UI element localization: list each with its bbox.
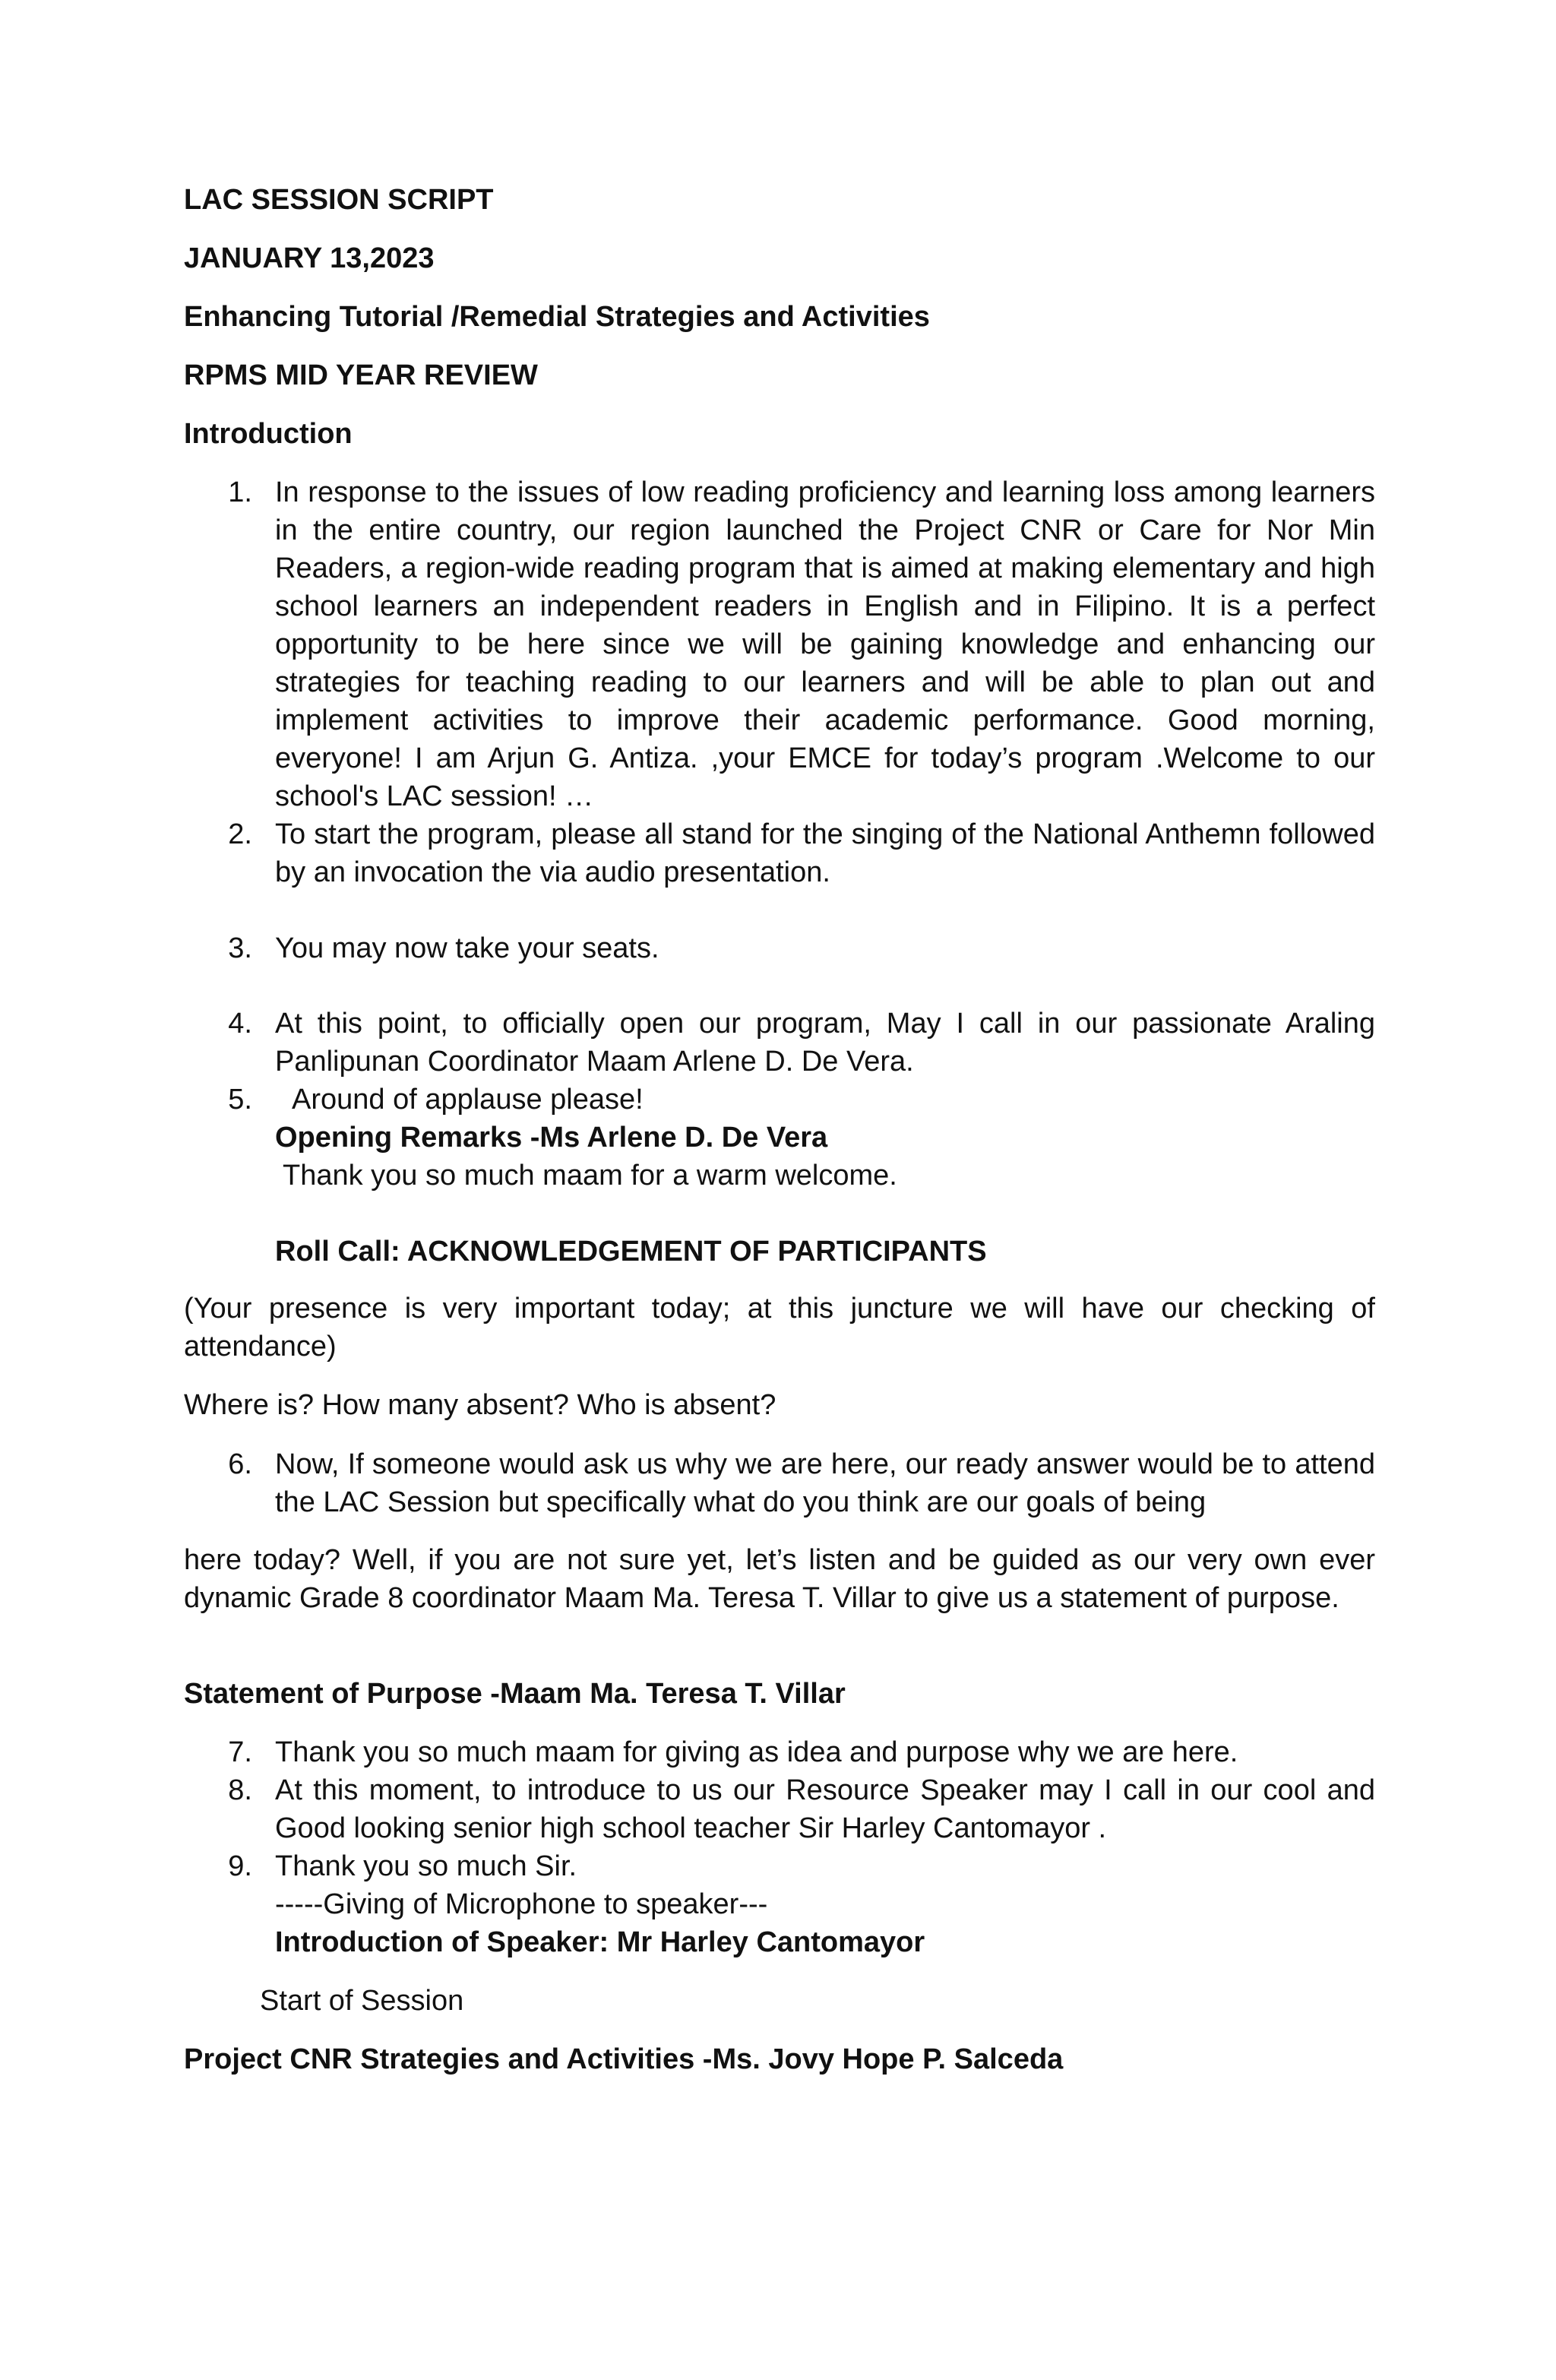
item-text: At this point, to officially open our program, May I call in our passionate Araling Panlipunan Coordinator Maam Arlene D. De Vera. — [275, 1008, 1375, 1078]
item-number: 9. — [228, 1850, 252, 1882]
thanks-welcome-text: Thank you so much maam for a warm welcome. — [283, 1160, 897, 1192]
attendance-note: (Your presence is very important today; at this juncture we will have our checking of attendance) — [184, 1293, 1375, 1362]
section-introduction: Introduction — [184, 418, 353, 450]
statement-of-purpose-heading: Statement of Purpose -Maam Ma. Teresa T. Villar — [184, 1678, 846, 1710]
item-text: Thank you so much maam for giving as idea and purpose why we are here. — [275, 1736, 1238, 1768]
item-number: 5. — [228, 1084, 252, 1116]
item-number: 4. — [228, 1008, 252, 1040]
opening-remarks-heading: Opening Remarks -Ms Arlene D. De Vera — [275, 1122, 828, 1154]
document-title: LAC SESSION SCRIPT — [184, 184, 494, 216]
item-number: 7. — [228, 1736, 252, 1768]
session-date: JANUARY 13,2023 — [184, 242, 435, 274]
item-number: 2. — [228, 818, 252, 850]
item-number: 6. — [228, 1448, 252, 1480]
item-number: 8. — [228, 1774, 252, 1806]
item-text: At this moment, to introduce to us our Resource Speaker may I call in our cool and Good looking senior high school teacher Sir Harley Cantomayor . — [275, 1774, 1375, 1844]
session-topic: Enhancing Tutorial /Remedial Strategies and Activities — [184, 301, 930, 333]
item-text: Around of applause please! — [292, 1084, 644, 1116]
project-cnr-heading: Project CNR Strategies and Activities -Ms. Jovy Hope P. Salceda — [184, 2043, 1064, 2075]
item-text: Now, If someone would ask us why we are here, our ready answer would be to attend the LAC Session but specifically what do you think are our goals of being — [275, 1448, 1375, 1518]
microphone-note: -----Giving of Microphone to speaker--- — [275, 1888, 768, 1920]
attendance-questions: Where is? How many absent? Who is absent? — [184, 1389, 776, 1421]
session-subtopic: RPMS MID YEAR REVIEW — [184, 359, 538, 391]
item-text: To start the program, please all stand for the singing of the National Anthemn followed by an invocation the via audio presentation. — [275, 818, 1375, 888]
goals-continuation: here today? Well, if you are not sure yet, let’s listen and be guided as our very own ever dynamic Grade 8 coordinator Maam Ma. Teresa T. Villar to give us a statement of purpose. — [184, 1544, 1375, 1614]
item-text: In response to the issues of low reading proficiency and learning loss among learners in the entire country, our region launched the Project CNR or Care for Nor Min Readers, a region-wide reading program that is aimed at making elementary and high school learners an independent readers in English and in Filipino. It is a perfect opportunity to be here since we will be gaining knowledge and enhancing our strategies for teaching reading to our learners and will be able to plan out and implement activities to improve their academic performance. Good morning, everyone! I am Arjun G. Antiza. ,your EMCE for today’s program .Welcome to our school's LAC session! … — [275, 476, 1375, 812]
item-text: You may now take your seats. — [275, 932, 659, 964]
item-number: 3. — [228, 932, 252, 964]
roll-call-heading: Roll Call: ACKNOWLEDGEMENT OF PARTICIPANTS — [275, 1236, 987, 1268]
speaker-intro-heading: Introduction of Speaker: Mr Harley Cantomayor — [275, 1926, 925, 1958]
item-number: 1. — [228, 476, 252, 508]
item-text: Thank you so much Sir. — [275, 1850, 577, 1882]
start-of-session: Start of Session — [260, 1985, 464, 2017]
